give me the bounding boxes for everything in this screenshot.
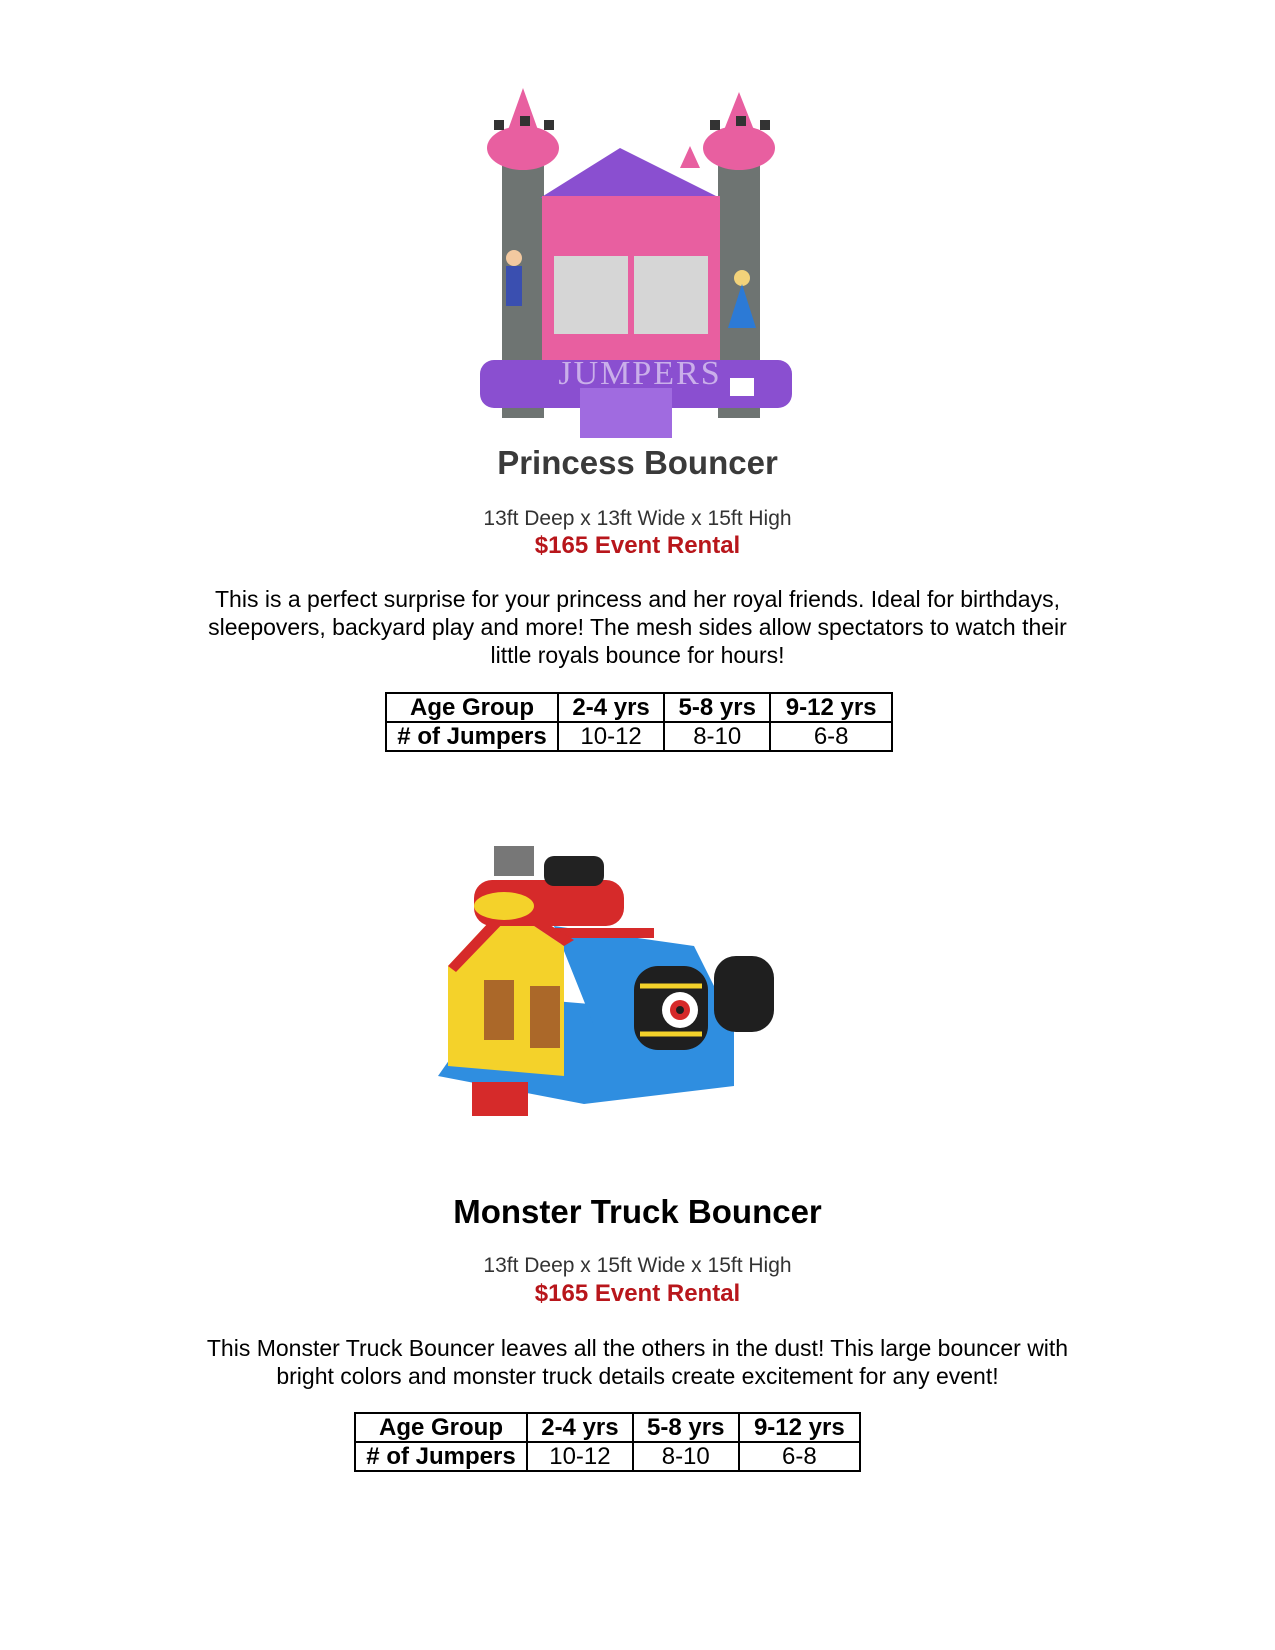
description-line: bright colors and monster truck details create excitement for any event! xyxy=(276,1363,999,1389)
header-age-group: Age Group xyxy=(386,693,558,722)
product-dimensions: 13ft Deep x 15ft Wide x 15ft High xyxy=(483,1254,792,1277)
row-label-jumpers: # of Jumpers xyxy=(355,1442,527,1471)
row-label-jumpers: # of Jumpers xyxy=(386,722,558,751)
jumpers-2-4: 10-12 xyxy=(527,1442,633,1471)
product-description xyxy=(120,585,1155,669)
age-group-table xyxy=(354,1412,861,1472)
product-dimensions: 13ft Deep x 13ft Wide x 15ft High xyxy=(483,507,792,530)
description-line: sleepovers, backyard play and more! The mesh sides allow spectators to watch their xyxy=(208,614,1067,640)
product-title: Princess Bouncer xyxy=(497,444,778,481)
table-header-row xyxy=(355,1413,860,1442)
header-9-12: 9-12 yrs xyxy=(770,693,892,722)
bounce-castle-image xyxy=(480,88,810,448)
header-5-8: 5-8 yrs xyxy=(664,693,770,722)
header-2-4: 2-4 yrs xyxy=(527,1413,633,1442)
table-row xyxy=(355,1442,860,1471)
jumpers-5-8: 8-10 xyxy=(633,1442,739,1471)
table-row xyxy=(386,722,892,751)
description-line: little royals bounce for hours! xyxy=(490,642,785,668)
header-9-12: 9-12 yrs xyxy=(739,1413,860,1442)
description-line: This is a perfect surprise for your princess and her royal friends. Ideal for birthdays, xyxy=(215,586,1060,612)
product-title: Monster Truck Bouncer xyxy=(453,1193,822,1230)
description-line: This Monster Truck Bouncer leaves all the others in the dust! This large bouncer with xyxy=(206,1335,1069,1361)
product-price: $165 Event Rental xyxy=(534,1280,741,1307)
jumpers-9-12: 6-8 xyxy=(739,1442,860,1471)
jumpers-5-8: 8-10 xyxy=(664,722,770,751)
age-group-table xyxy=(385,692,893,752)
jumpers-9-12: 6-8 xyxy=(770,722,892,751)
watermark-text: JUMPERS xyxy=(558,355,722,392)
jumpers-2-4: 10-12 xyxy=(558,722,664,751)
product-description xyxy=(110,1334,1165,1390)
monster-truck-bouncer-image xyxy=(434,836,779,1126)
header-5-8: 5-8 yrs xyxy=(633,1413,739,1442)
product-price: $165 Event Rental xyxy=(534,532,741,559)
table-header-row xyxy=(386,693,892,722)
header-2-4: 2-4 yrs xyxy=(558,693,664,722)
header-age-group: Age Group xyxy=(355,1413,527,1442)
